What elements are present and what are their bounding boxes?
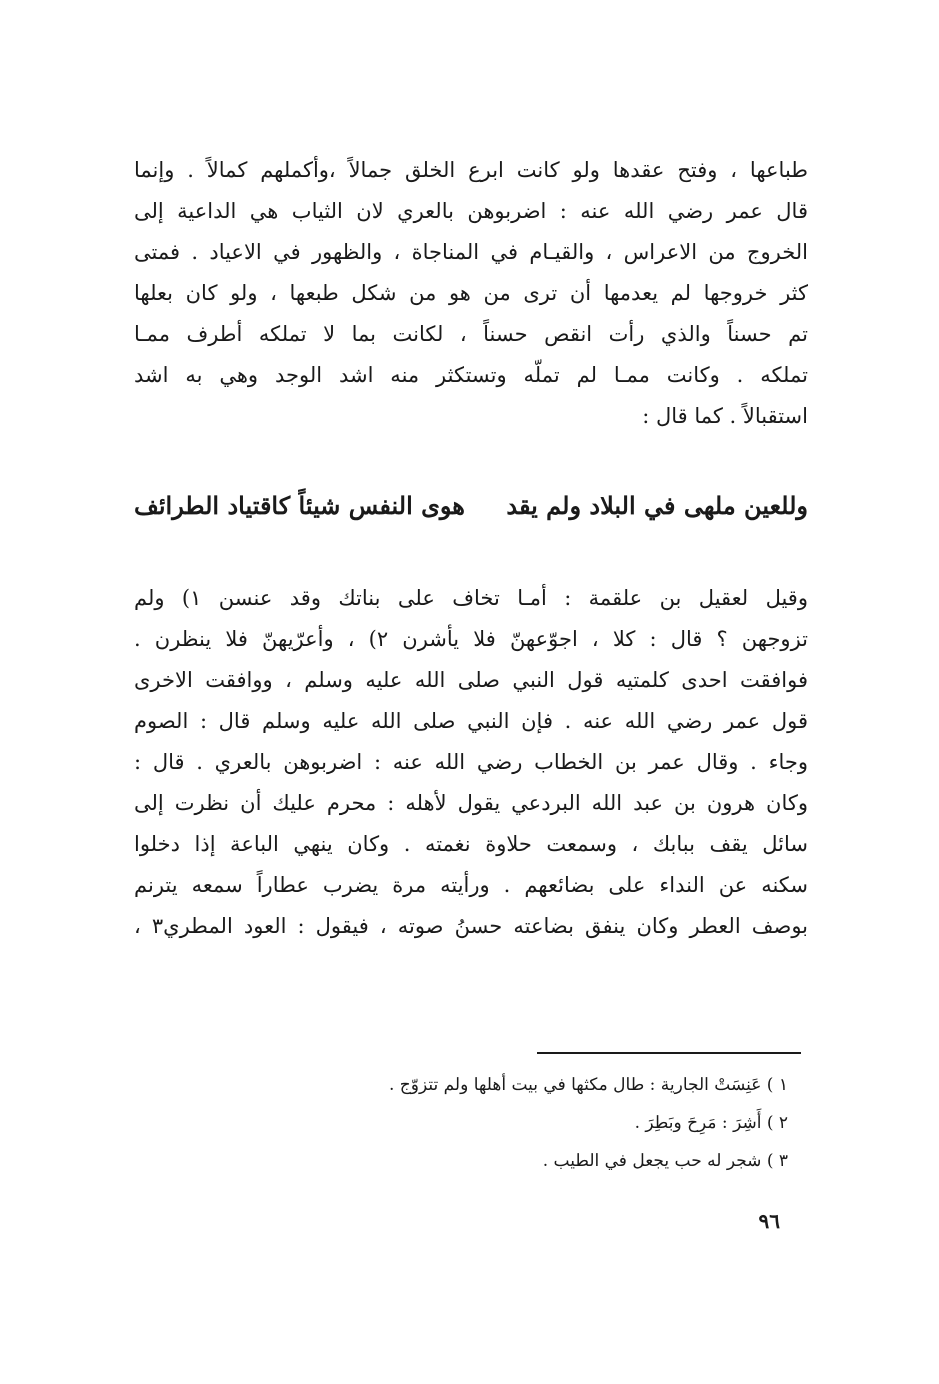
footnotes [388,1066,788,1180]
text-line: الخروج من الاعراس ، والقيـام في المناجاة ، والظهور في الاعياد . فمتى [134,240,808,264]
footnote-1: ١ ) عَنِسَتْ الجارية : طال مكثها في بيت أهلها ولم تتزوّج . [388,1075,788,1095]
text-line: وكان هرون بن عبد الله البردعي يقول لأهله : محرم عليك أن نظرت إلى [134,791,808,815]
footnote-divider [537,1052,801,1054]
text-line: تملكه . وكانت ممـا لم تملّه وتستكثر منه اشد الوجد وهي به اشد [134,363,808,387]
paragraph-1 [134,150,808,437]
text-line: قول عمر رضي الله عنه . فإن النبي صلى الله عليه وسلم قال : الصوم [134,709,808,733]
verse-second-hemistich: هوى النفس شيئاً كاقتياد الطرائف [134,491,465,520]
text-line: قال عمر رضي الله عنه : اضربوهن بالعري لان الثياب هي الداعية إلى [134,199,808,223]
text-line: تم حسناً والذي رأت انقص حسناً ، لكانت بما لا تملكه أطرف ممـا [134,322,808,346]
text-line: تزوجهن ؟ قال : كلا ، اجوّعهنّ فلا يأشرن ٢) ، وأعرّيهنّ فلا ينظرن . [134,627,808,651]
text-line: استقبالاً . كما قال : [642,404,808,428]
text-line: كثر خروجها لم يعدمها أن ترى من هو من شكل طبعها ، ولو كان بعلها [134,281,808,305]
text-line: طباعها ، وفتح عقدها ولو كانت ابرع الخلق جمالاً ،وأكملهم كمالاً . وإنما [134,158,808,182]
text-line: بوصف العطر وكان ينفق بضاعته حسنُ صوته ، فيقول : العود المطري٣ ، [134,914,808,938]
page-number: ٩٦ [758,1209,780,1233]
text-line: فوافقت احدى كلمتيه قول النبي صلى الله عليه وسلم ، ووافقت الاخرى [134,668,808,692]
footnote-2: ٢ ) أَشِرَ : مَرِحَ وبَطِرَ . [634,1113,788,1133]
text-line: وجاء . وقال عمر بن الخطاب رضي الله عنه : اضربوهن بالعري . قال : [134,750,808,774]
paragraph-2 [134,578,808,947]
verse-first-hemistich: وللعين ملهى في البلاد ولم يقد [506,491,808,520]
text-line: وقيل لعقيل بن علقمة : أمـا تخاف على بناتك وقد عنسن ١) ولم [134,586,808,610]
poem-verse [134,482,808,530]
text-line: سكنه عن النداء على بضائعهم . ورأيته مرة يضرب عطاراً سمعه يترنم [134,873,808,897]
footnote-3: ٣ ) شجر له حب يجعل في الطيب . [542,1151,788,1171]
text-line: سائل يقف ببابك ، وسمعت حلاوة نغمته . وكان ينهي الباعة إذا دخلوا [134,832,808,856]
